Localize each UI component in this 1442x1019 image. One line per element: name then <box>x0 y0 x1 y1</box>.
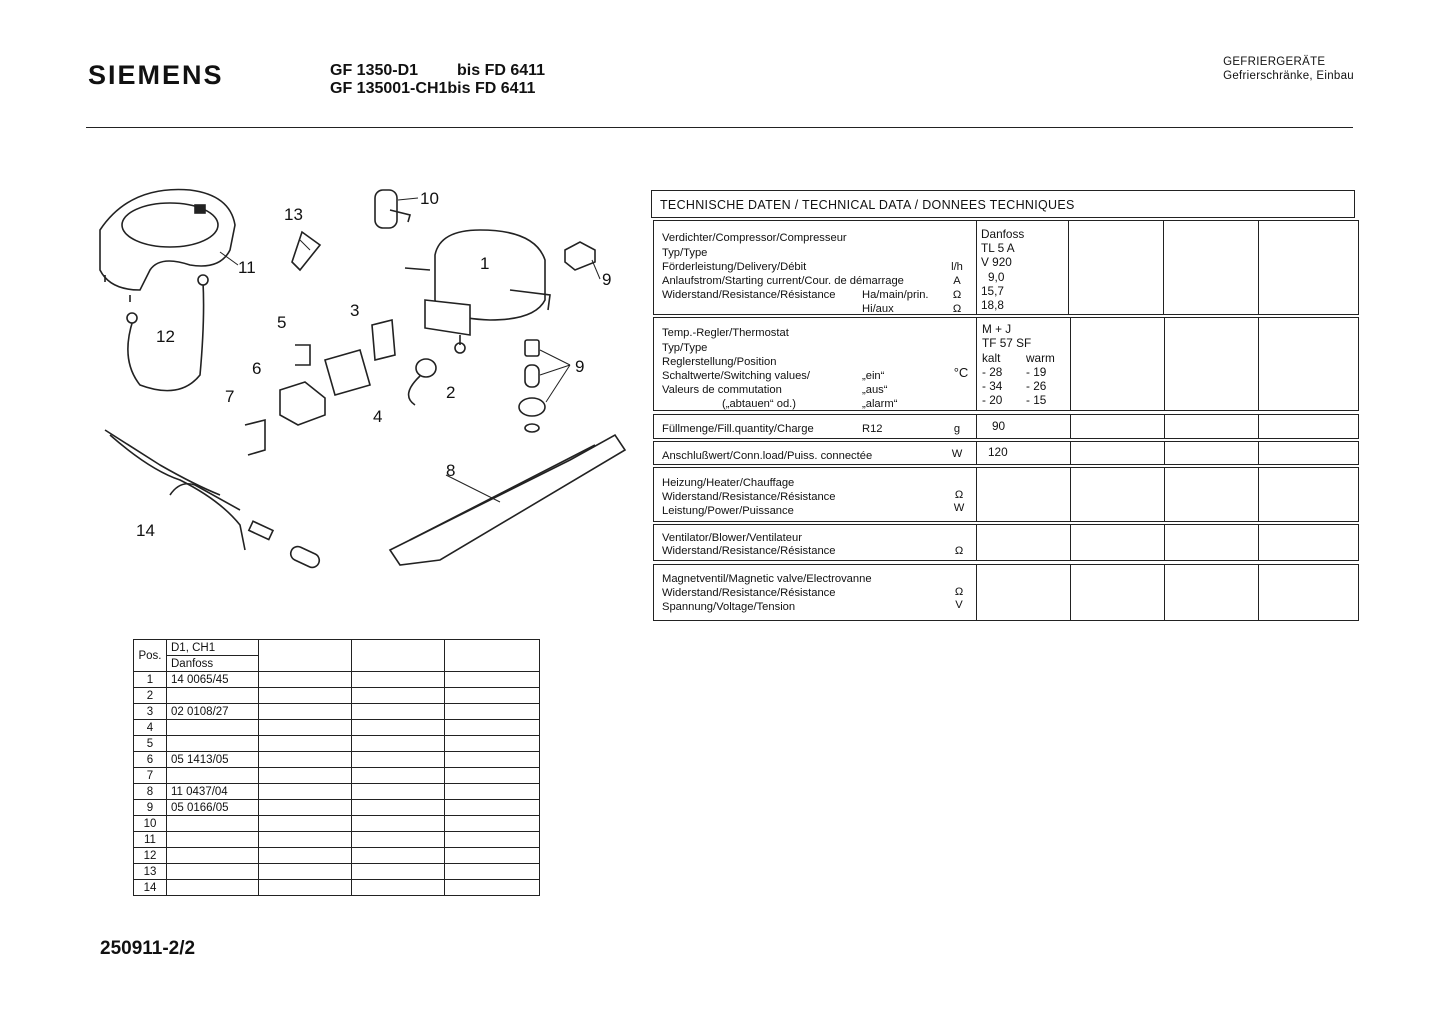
table-row: 6 05 1413/05 <box>134 752 540 768</box>
tech-heater-box: Heizung/Heater/Chauffage Widerstand/Resistance/Résistance Leistung/Power/Puissance Ω W <box>653 467 1359 522</box>
tech-title: TECHNISCHE DATEN / TECHNICAL DATA / DONNEES TECHNIQUES <box>660 198 1075 212</box>
callout-1: 1 <box>480 254 490 273</box>
callout-4: 4 <box>373 407 383 426</box>
col-header-variant: D1, CH1 <box>167 640 259 656</box>
callout-13: 13 <box>284 205 303 224</box>
table-row: 1 14 0065/45 <box>134 672 540 688</box>
part-11-drip-tray <box>100 190 235 303</box>
callout-8: 8 <box>446 461 456 480</box>
callout-12: 12 <box>156 327 175 346</box>
tech-valve-box: Magnetventil/Magnetic valve/Electrovanne Widerstand/Resistance/Résistance Spannung/Voltage/Tension Ω V <box>653 564 1359 621</box>
callout-5: 5 <box>277 313 287 332</box>
part-9-mounting <box>519 340 545 432</box>
callout-10: 10 <box>420 189 439 208</box>
callout-9: 9 <box>575 357 585 376</box>
callout-11: 11 <box>238 258 256 277</box>
part-14-cable <box>105 430 322 570</box>
model-1-code: GF 1350-D1 <box>330 62 419 79</box>
table-row: 3 02 0108/27 <box>134 704 540 720</box>
category-subtitle: Gefrierschränke, Einbau <box>1223 70 1354 82</box>
col-header-maker: Danfoss <box>167 656 259 672</box>
callout-2: 2 <box>446 383 456 402</box>
table-row: 13 <box>134 864 540 880</box>
table-row: 8 11 0437/04 <box>134 784 540 800</box>
callout-6: 6 <box>252 359 262 378</box>
exploded-parts-diagram <box>70 170 640 590</box>
tech-blower-box: Ventilator/Blower/Ventilateur Widerstand/Resistance/Résistance Ω <box>653 524 1359 561</box>
model-1-range: bis FD 6411 <box>457 62 546 79</box>
parts-table <box>133 639 540 896</box>
table-row: 10 <box>134 816 540 832</box>
table-row: 5 <box>134 736 540 752</box>
model-line-1 <box>330 62 545 80</box>
table-row: 7 <box>134 768 540 784</box>
model-2-code: GF 135001-CH1 <box>330 80 448 97</box>
header-rule <box>86 127 1353 128</box>
category-title: GEFRIERGERÄTE <box>1223 56 1326 68</box>
brand-logo: SIEMENS <box>88 60 224 90</box>
tech-compressor-box: Verdichter/Compressor/Compresseur Typ/Type Förderleistung/Delivery/Débit Anlaufstrom/Starting current/Cour. de démarrage Widerstand/Resistance/Résistance Ha/main/prin. Hi/aux l/h A Ω Ω Danfoss TL 5 A V 920 9,0 15,7 18,8 <box>653 220 1359 315</box>
table-row: 9 05 0166/05 <box>134 800 540 816</box>
table-row: 14 <box>134 880 540 896</box>
table-row: 11 <box>134 832 540 848</box>
tech-thermostat-box: Temp.-Regler/Thermostat Typ/Type Reglerstellung/Position Schaltwerte/Switching values/ Valeurs de commutation („abtauen“ od.) „ein“ „aus“ „alarm“ °C M + J TF 57 SF kalt warm - 28 - 34 - 20 - 19 - 26 - 15 <box>653 317 1359 411</box>
part-1-compressor <box>405 230 550 353</box>
callout-7: 7 <box>225 387 235 406</box>
model-line-2 <box>330 80 535 98</box>
category-block <box>1223 55 1354 83</box>
tech-charge-box: Füllmenge/Fill.quantity/Charge R12 g 90 <box>653 414 1359 439</box>
part-8-rail <box>390 435 625 565</box>
callout-14: 14 <box>136 521 155 540</box>
callout-9b: 9 <box>602 270 612 289</box>
callout-3: 3 <box>350 301 360 320</box>
table-row: 12 <box>134 848 540 864</box>
tech-title-box <box>651 190 1355 218</box>
document-number: 250911-2/2 <box>100 938 196 959</box>
pos-header: Pos. <box>134 640 167 672</box>
table-row: 2 <box>134 688 540 704</box>
model-2-range: bis FD 6411 <box>447 80 536 97</box>
table-row: 4 <box>134 720 540 736</box>
tech-load-box: Anschlußwert/Conn.load/Puiss. connectée W 120 <box>653 441 1359 465</box>
